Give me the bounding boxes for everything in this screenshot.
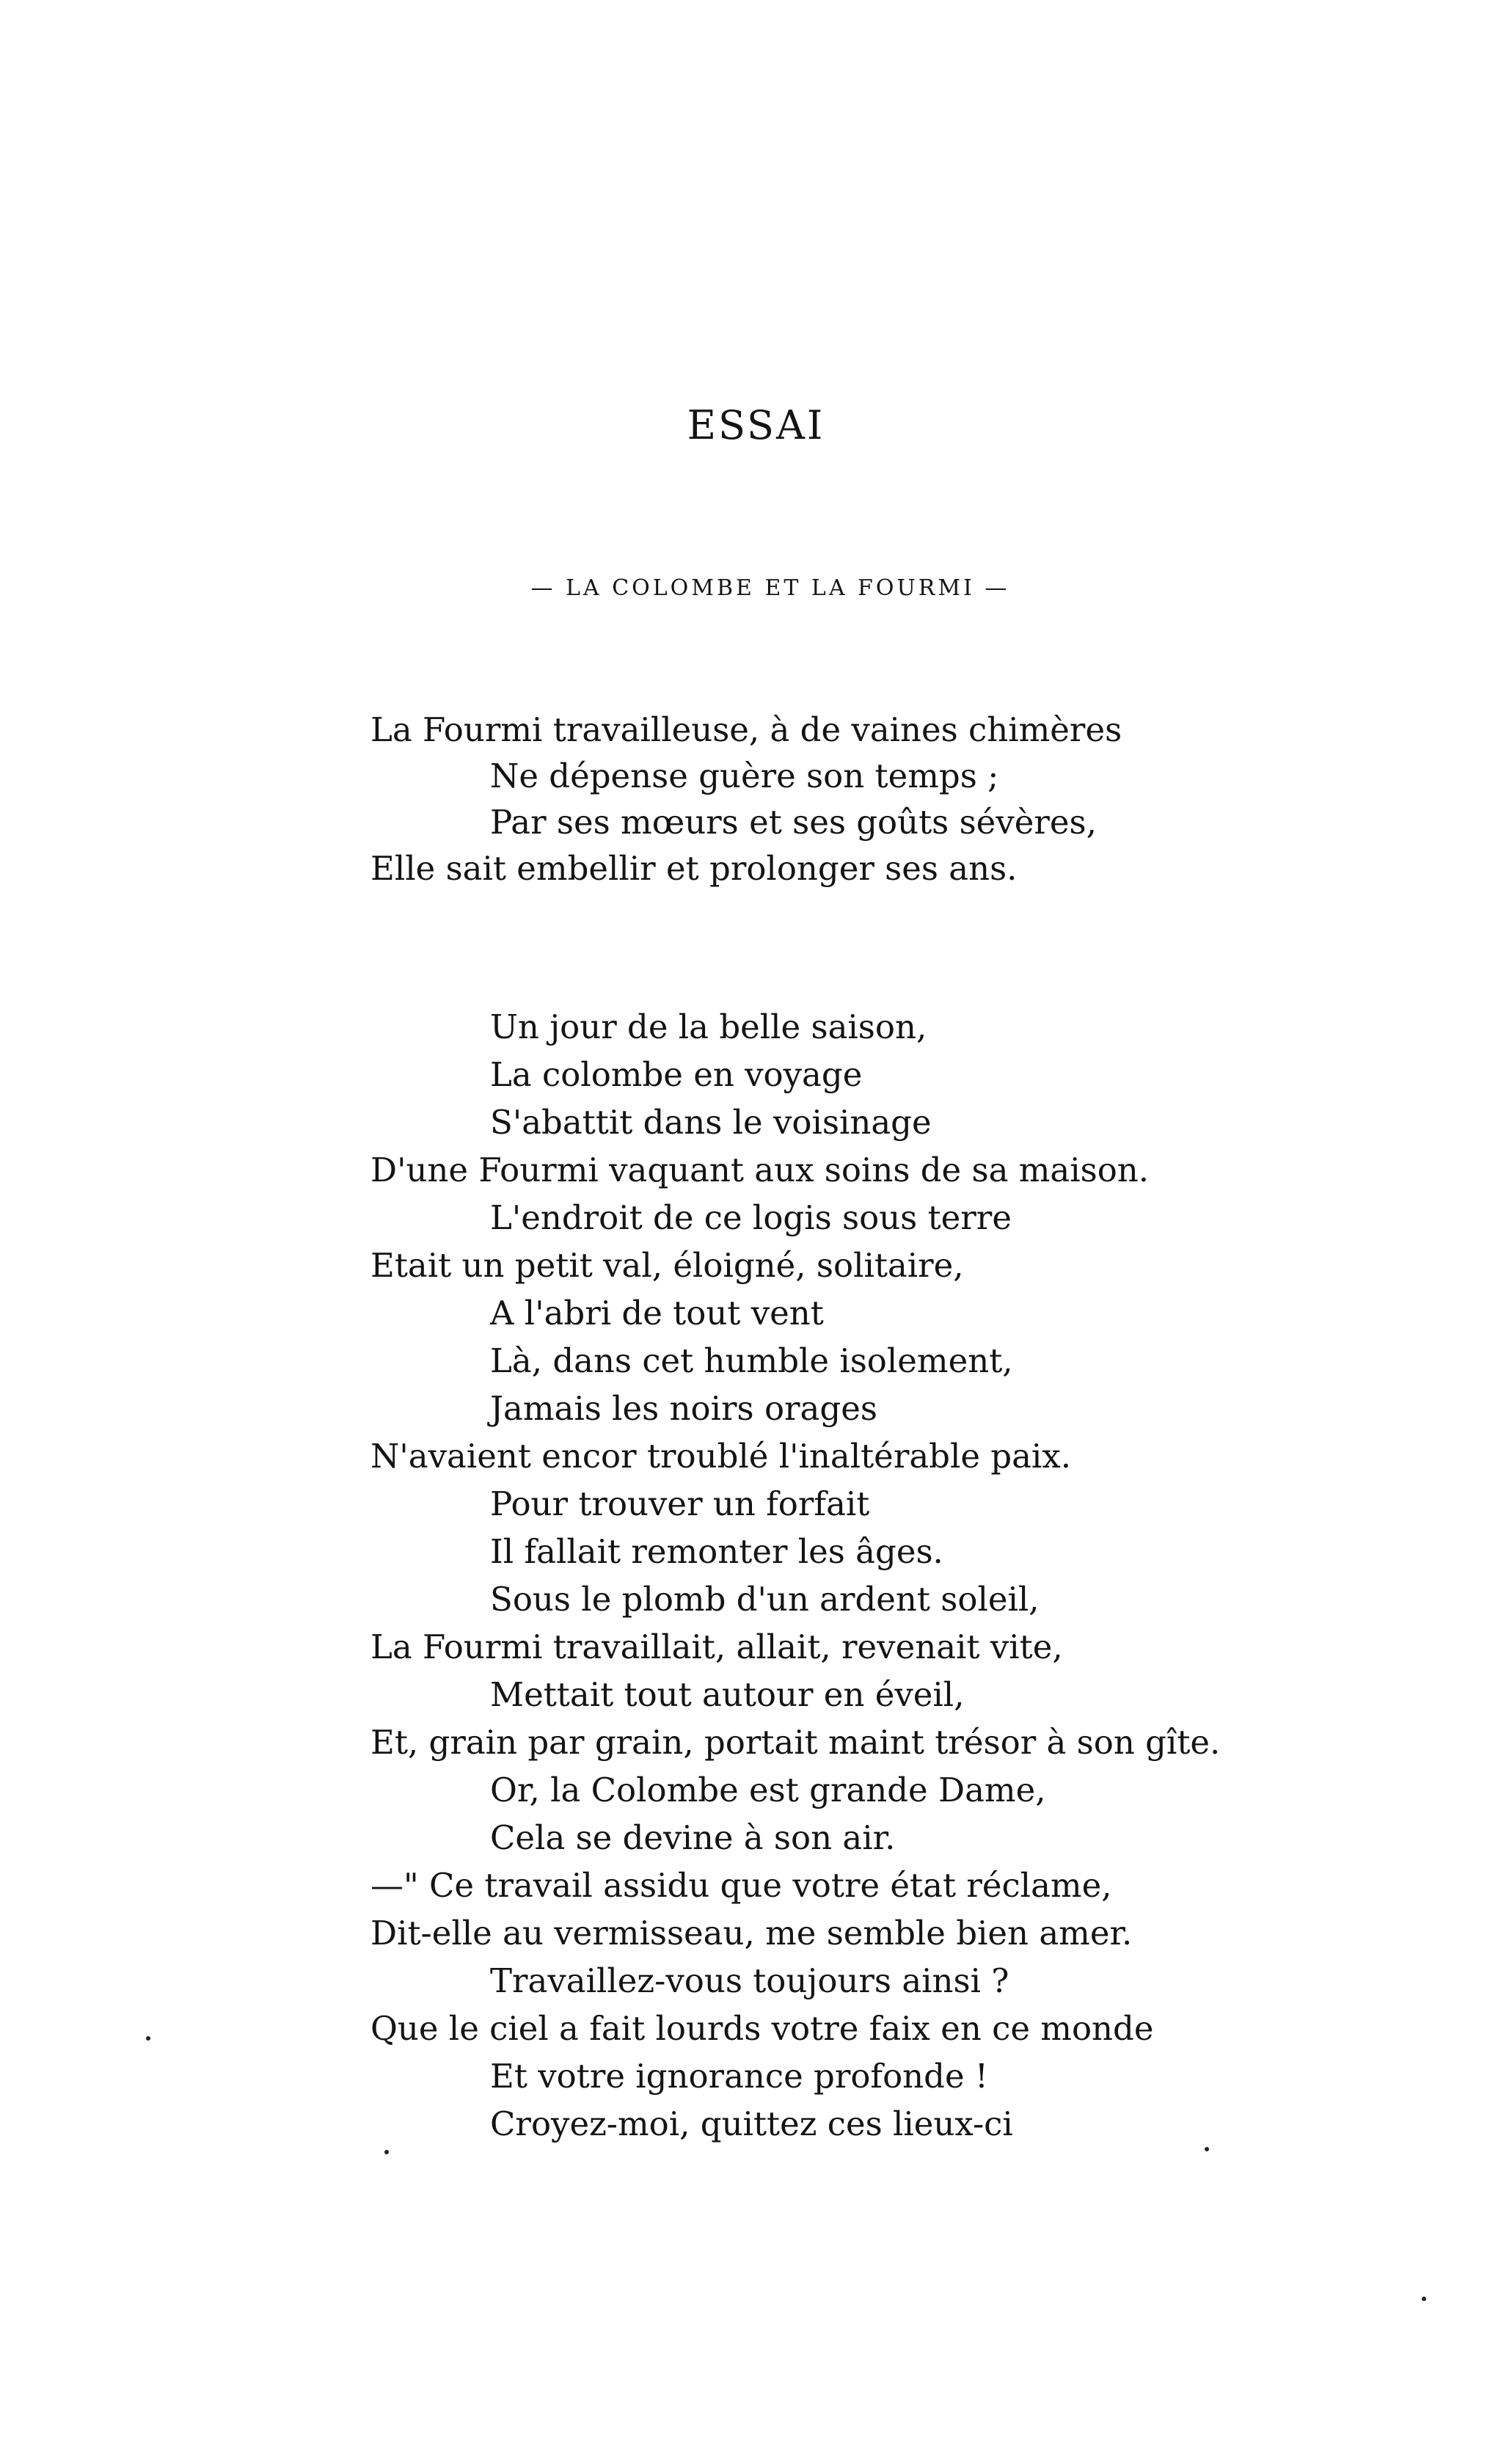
verse-line: Que le ciel a fait lourds votre faix en ce monde — [370, 2009, 1154, 2048]
verse-line: La Fourmi travailleuse, à de vaines chimères — [370, 710, 1122, 749]
ink-speck — [146, 2036, 150, 2041]
verse-line: Un jour de la belle saison, — [490, 1007, 927, 1046]
verse-line: S'abattit dans le voisinage — [490, 1103, 932, 1142]
verse-line: Elle sait embellir et prolonger ses ans. — [370, 849, 1018, 888]
verse-line: N'avaient encor troublé l'inaltérable paix. — [370, 1437, 1071, 1476]
verse-line: Etait un petit val, éloigné, solitaire, — [370, 1246, 964, 1285]
verse-line: Travaillez-vous toujours ainsi ? — [490, 1961, 1009, 2000]
verse-line: La Fourmi travaillait, allait, revenait vite, — [370, 1627, 1063, 1666]
stanza-2 — [0, 1003, 1512, 2148]
verse-line: Il fallait remonter les âges. — [490, 1532, 943, 1571]
verse-line: L'endroit de ce logis sous terre — [490, 1198, 1012, 1237]
verse-line: A l'abri de tout vent — [490, 1294, 824, 1332]
verse-line: Ne dépense guère son temps ; — [490, 756, 999, 795]
ink-speck — [1205, 2147, 1209, 2151]
verse-line: Et, grain par grain, portait maint trésor à son gîte. — [370, 1723, 1221, 1762]
verse-line: Et votre ignorance profonde ! — [490, 2057, 988, 2096]
verse-line: Or, la Colombe est grande Dame, — [490, 1771, 1046, 1809]
verse-line: Dit-elle au vermisseau, me semble bien amer. — [370, 1914, 1133, 1953]
ink-speck — [1422, 2297, 1426, 2301]
stanza-1 — [0, 707, 1512, 892]
verse-line: D'une Fourmi vaquant aux soins de sa maison. — [370, 1151, 1150, 1189]
verse-line: Cela se devine à son air. — [490, 1818, 896, 1857]
page-title: ESSAI — [687, 402, 825, 448]
ink-speck — [384, 2150, 389, 2154]
verse-line: Croyez-moi, quittez ces lieux-ci — [490, 2104, 1013, 2143]
poem-subtitle: — LA COLOMBE ET LA FOURMI — — [530, 575, 1010, 601]
verse-line: Mettait tout autour en éveil, — [490, 1675, 965, 1714]
verse-line: Jamais les noirs orages — [490, 1389, 877, 1428]
verse-line: Là, dans cet humble isolement, — [490, 1341, 1013, 1380]
verse-line: Par ses mœurs et ses goûts sévères, — [490, 803, 1097, 842]
verse-line: Sous le plomb d'un ardent soleil, — [490, 1580, 1040, 1619]
verse-line: La colombe en voyage — [490, 1055, 863, 1094]
verse-line: Pour trouver un forfait — [490, 1484, 870, 1523]
verse-line: —" Ce travail assidu que votre état réclame, — [370, 1866, 1112, 1905]
